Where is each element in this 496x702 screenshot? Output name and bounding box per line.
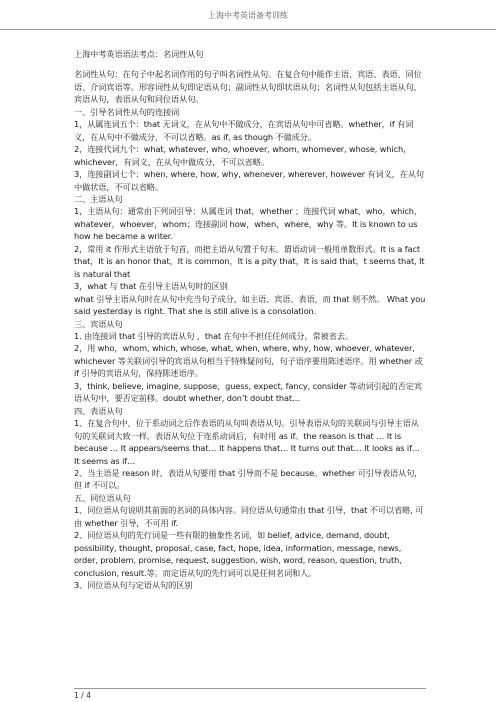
paragraph: 3，连接副词七个：when, where, how, why, whenever, wherever, however 有词义，在从句中做状语，不可以省略。: [74, 169, 425, 192]
section-heading: 二、主语从句: [74, 193, 123, 204]
paragraph: 2，用 who，whom, which, whose, what, when, where, why, how, whoever, whatever, whichever 等关联词引导的宾语从句相当于特殊疑问句，句子语序要用陈述语序。用 whether 或 if 引导的宾语从句，保持陈述语序。: [74, 343, 423, 379]
section-heading: 五、同位语从句: [74, 492, 131, 503]
document-body: [74, 48, 426, 668]
paragraph: 1. 由连接词 that 引导的宾语从句 ，that 在句中不担任任何成分，常被省去。: [74, 330, 354, 341]
paragraph: 3，what 与 that 在引导主语从句时的区别: [74, 281, 228, 292]
paragraph: 1、在复合句中，位于系动词之后作表语的从句叫表语从句。引导表语从句的关联词与引导主语从句的关联词大致一样，表语从句位于连系动词后，有时用 as if。the reason is that … It is because … It appears/seems that… It happens that… It turns out that… It looks as if… It seems as if…: [74, 418, 420, 466]
paragraph: 名词性从句：在句子中起名词作用的句子叫名词性从句。在复合句中能作主语、宾语、表语、同位语、介词宾语等。形容词性从句即定语从句；副词性从句即状语从句；名词性从句包括主语从句，宾语从句，表语从句和同位语从句。: [74, 69, 422, 105]
section-heading: 一、引导名词性从句的连接词: [74, 106, 180, 117]
paragraph: 3，think, believe, imagine, suppose，guess, expect, fancy, consider 等动词引起的否定宾语从句中，要否定前移。doubt whether, don’t doubt that…: [74, 380, 422, 404]
page-number: 1 / 4: [74, 691, 91, 700]
paragraph: what 引导主语从句时在从句中充当句子成分，如主语、宾语、表语，而 that 则不然。 What you said yesterday is right. That she is still alive is a consolation.: [74, 293, 426, 317]
paragraph: 2、同位语从句的先行词是一些有限的抽象性名词，如 belief, advice, demand, doubt, possibility, thought, proposal, case, fact, hope, idea, information, message, news, order, problem, promise, request, suggestion, wish, word, reason, question, truth, conclusion, result.等。而定语从句的先行词可以是任何名词和人。: [74, 530, 402, 578]
paragraph: 1，主语从句：通常由下列词引导：从属连词 that，whether ；连接代词 what，who，which，whatever，whoever，whom；连接副词 how，when，where，why 等。It is known to us how he became a writer.: [74, 206, 422, 242]
paragraph: 1、同位语从句说明其前面的名词的具体内容。同位语从句通常由 that 引导，that 不可以省略, 可由 whether 引导，不可用 if.: [74, 505, 424, 528]
document-title: 上海中考英语语法考点：名词性从句: [74, 49, 204, 59]
footer-divider: [74, 688, 426, 689]
header-text: 上海中考英语备考训练: [208, 11, 288, 20]
paragraph: 1，从属连词五个：that 无词义，在从句中不做成分，在宾语从句中可省略。whether，if 有词义，在从句中不做成分，不可以省略。as if, as though 不做成分。: [74, 119, 414, 142]
page-footer: [0, 688, 496, 702]
paragraph: 3、同位语从句与定语从句的区别: [74, 580, 193, 591]
paragraph: 2，常用 it 作形式主语放于句首，而把主语从句置于句末。谓语动词一般用单数形式。It is a fact that，It is an honor that，It is common，It is a pity that，It is said that，t seems that, It is natural that: [74, 243, 425, 279]
paragraph: 2、当主语是 reason 时，表语从句要用 that 引导而不是 because。whether 可引导表语从句，但 if 不可以。: [74, 467, 423, 491]
page-header: [0, 0, 496, 30]
section-heading: 四、表语从句: [74, 405, 123, 416]
section-heading: 三、宾语从句: [74, 318, 123, 329]
paragraph: 2，连接代词九个：what, whatever, who, whoever, whom, whomever, whose, which, whichever，有词义，在从句中做成分，不可以省略。: [74, 144, 406, 167]
